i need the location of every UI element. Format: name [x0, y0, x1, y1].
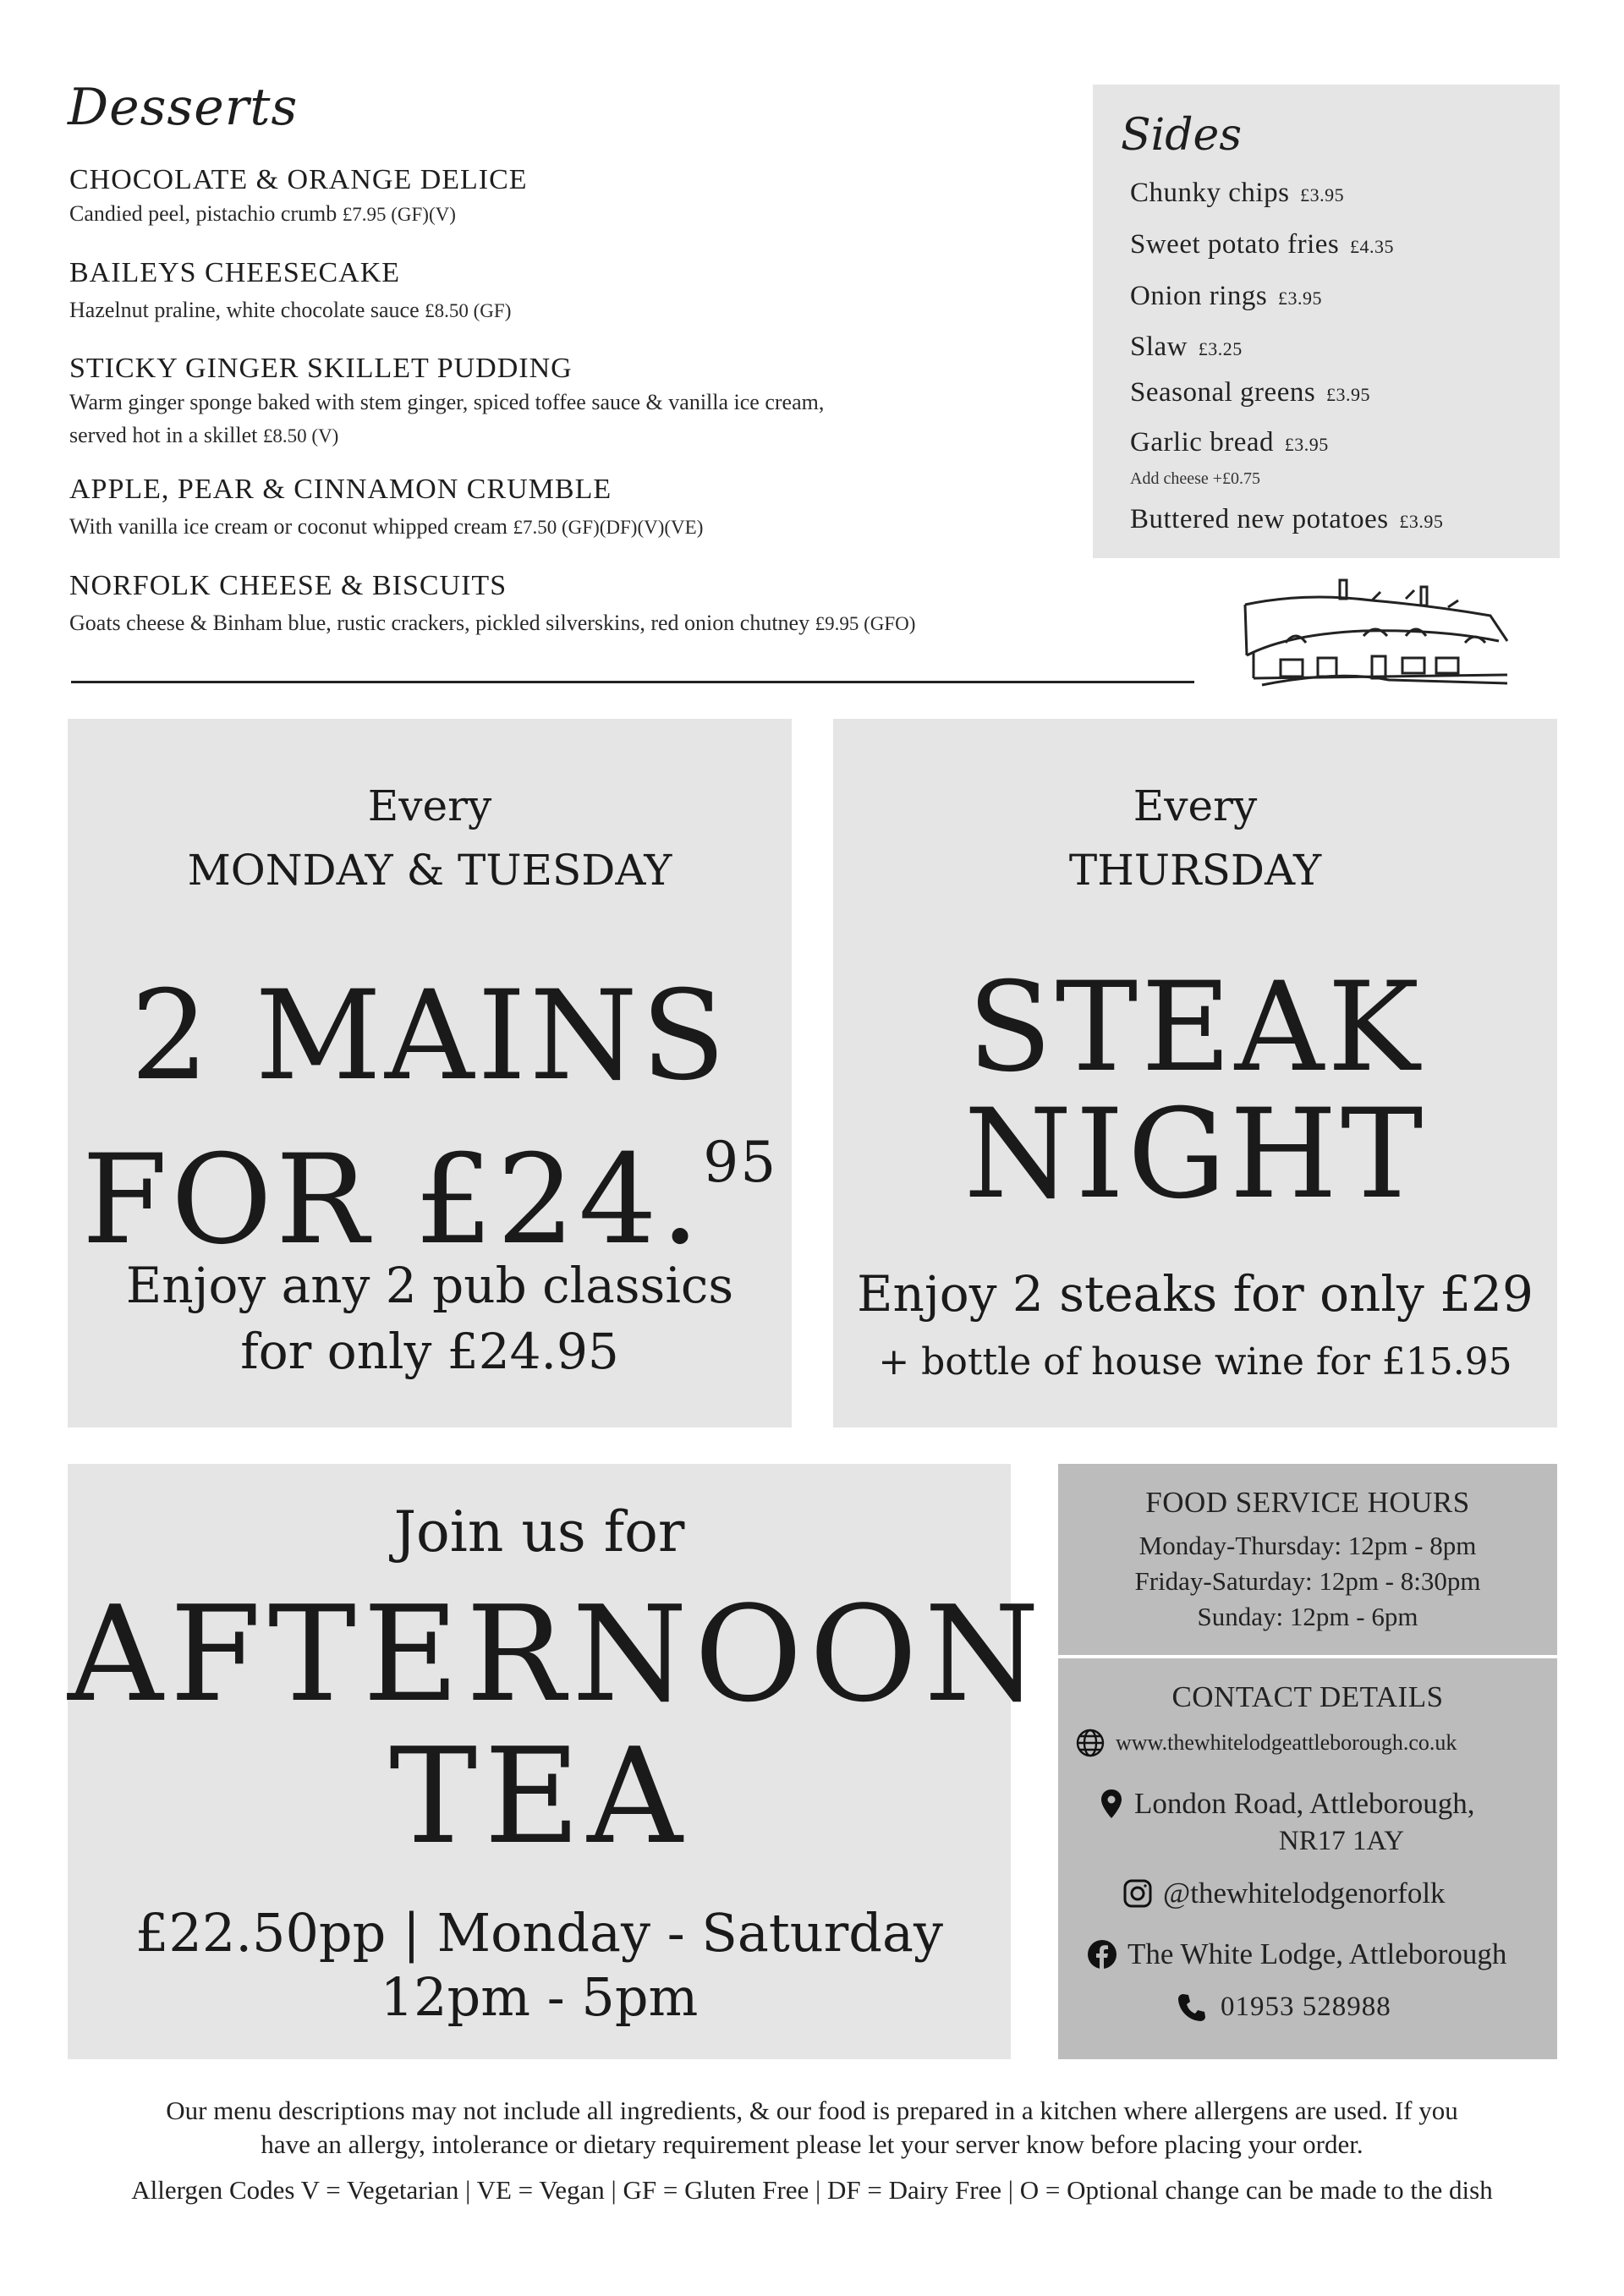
hours-line: Monday-Thursday: 12pm - 8pm [1138, 1531, 1477, 1560]
mains-desc-2: for only £24.95 [240, 1323, 619, 1380]
mains-desc-1: Enjoy any 2 pub classics [125, 1257, 734, 1314]
contact-phone-row[interactable] [1177, 1992, 1391, 2023]
sides-heading: Sides [1121, 110, 1242, 161]
contact-address-row [1100, 1787, 1474, 1821]
side-item: Chunky chips £3.95 [1130, 178, 1345, 208]
dessert-price: £7.95 (GF)(V) [342, 204, 456, 225]
contact-facebook-row[interactable] [1087, 1937, 1506, 1971]
food-hours-panel [1058, 1464, 1557, 1655]
side-price: £3.95 [1278, 288, 1322, 309]
allergy-notice-line: Our menu descriptions may not include all ingredients, & our food is prepared in a kitchen where allergens are used. If you [166, 2096, 1458, 2125]
location-pin-icon [1100, 1789, 1122, 1819]
hours-line: Sunday: 12pm - 6pm [1197, 1602, 1418, 1631]
contact-website[interactable]: www.thewhitelodgeattleborough.co.uk [1116, 1730, 1457, 1755]
mains-every: Every [367, 781, 492, 830]
globe-icon [1075, 1728, 1106, 1758]
dessert-desc: Goats cheese & Binham blue, rustic crackers, pickled silverskins, red onion chutney £9.95 (GFO) [69, 611, 916, 635]
steak-desc-1: Enjoy 2 steaks for only £29 [857, 1265, 1533, 1323]
dessert-price: £7.50 (GF)(DF)(V)(VE) [513, 517, 704, 538]
mains-headline-1: 2 MAINS [130, 964, 729, 1108]
side-item: Onion rings £3.95 [1130, 281, 1322, 311]
hours-line: Friday-Saturday: 12pm - 8:30pm [1134, 1566, 1481, 1596]
tea-headline-1: AFTERNOON [68, 1577, 1047, 1731]
side-price: £4.35 [1350, 236, 1395, 257]
contact-instagram-row[interactable] [1122, 1877, 1446, 1910]
tea-hours: 12pm - 5pm [380, 1966, 699, 2028]
mains-offer-panel [68, 719, 792, 1427]
side-item: Sweet potato fries £4.35 [1130, 229, 1395, 260]
contact-facebook[interactable]: The White Lodge, Attleborough [1127, 1937, 1507, 1970]
dessert-desc: Candied peel, pistachio crumb £7.95 (GF)(V) [69, 201, 456, 226]
steak-headline-1: STEAK [967, 956, 1424, 1099]
tea-headline-2: TEA [389, 1719, 689, 1873]
contact-phone[interactable]: 01953 528988 [1221, 1992, 1391, 2022]
afternoon-tea-panel [68, 1464, 1047, 2059]
dessert-desc-cont: served hot in a skillet £8.50 (V) [69, 423, 339, 447]
dessert-name: APPLE, PEAR & CINNAMON CRUMBLE [69, 474, 612, 505]
contact-panel [1058, 1658, 1557, 2059]
facebook-icon [1087, 1939, 1117, 1970]
dessert-name: BAILEYS CHEESECAKE [69, 257, 401, 288]
hours-title: FOOD SERVICE HOURS [1145, 1486, 1470, 1519]
dessert-name: STICKY GINGER SKILLET PUDDING [69, 353, 573, 384]
dessert-desc: With vanilla ice cream or coconut whipped cream £7.50 (GF)(DF)(V)(VE) [69, 514, 704, 539]
contact-instagram[interactable]: @thewhitelodgenorfolk [1163, 1877, 1446, 1910]
dessert-desc: Warm ginger sponge baked with stem ginger, spiced toffee sauce & vanilla ice cream, [69, 390, 825, 414]
side-price: £3.25 [1198, 338, 1243, 359]
allergy-notice [0, 2094, 1624, 2162]
contact-address-2: NR17 1AY [1278, 1826, 1405, 1856]
tea-price: £22.50pp | Monday - Saturday [134, 1902, 943, 1964]
mains-price-sup: 95 [703, 1130, 778, 1195]
steak-offer-panel [833, 719, 1557, 1427]
side-item: Seasonal greens £3.95 [1130, 377, 1370, 408]
dessert-price: £8.50 (GF) [425, 300, 512, 321]
side-item: Garlic bread £3.95 [1130, 427, 1329, 458]
side-price: £3.95 [1325, 384, 1370, 405]
phone-icon [1177, 1992, 1207, 2023]
allergy-notice-line: have an allergy, intolerance or dietary requirement please let your server know before placing your order. [261, 2129, 1363, 2159]
desserts-heading: Desserts [68, 78, 299, 137]
side-price: £3.95 [1284, 434, 1329, 455]
contact-address-1: London Road, Attleborough, [1134, 1787, 1475, 1820]
cottage-illustration [1237, 575, 1516, 693]
dessert-price: £8.50 (V) [262, 425, 339, 447]
dessert-desc: Hazelnut praline, white chocolate sauce £8.50 (GF) [69, 298, 512, 322]
dessert-price: £9.95 (GFO) [815, 613, 916, 634]
allergen-codes: Allergen Codes V = Vegetarian | VE = Vegan | GF = Gluten Free | DF = Dairy Free | O = Optional change can be made to the dish [131, 2175, 1493, 2205]
contact-website-row[interactable] [1075, 1728, 1457, 1758]
contact-title: CONTACT DETAILS [1171, 1680, 1444, 1713]
divider-line [71, 681, 1194, 683]
side-item: Buttered new potatoes £3.95 [1130, 504, 1444, 534]
tea-intro: Join us for [393, 1499, 685, 1564]
side-price: £3.95 [1399, 511, 1444, 532]
mains-headline-2: FOR £24.95 [81, 1128, 778, 1272]
side-extra: Add cheese +£0.75 [1130, 469, 1261, 488]
side-price: £3.95 [1300, 184, 1345, 205]
instagram-icon [1122, 1878, 1153, 1909]
side-item: Slaw £3.25 [1130, 332, 1243, 362]
steak-desc-2: + bottle of house wine for £15.95 [878, 1340, 1512, 1384]
dessert-name: NORFOLK CHEESE & BISCUITS [69, 570, 508, 601]
steak-every: Every [1133, 781, 1258, 830]
steak-day: THURSDAY [1068, 846, 1322, 895]
mains-days: MONDAY & TUESDAY [187, 846, 672, 895]
steak-headline-2: NIGHT [963, 1082, 1427, 1226]
dessert-name: CHOCOLATE & ORANGE DELICE [69, 164, 528, 195]
